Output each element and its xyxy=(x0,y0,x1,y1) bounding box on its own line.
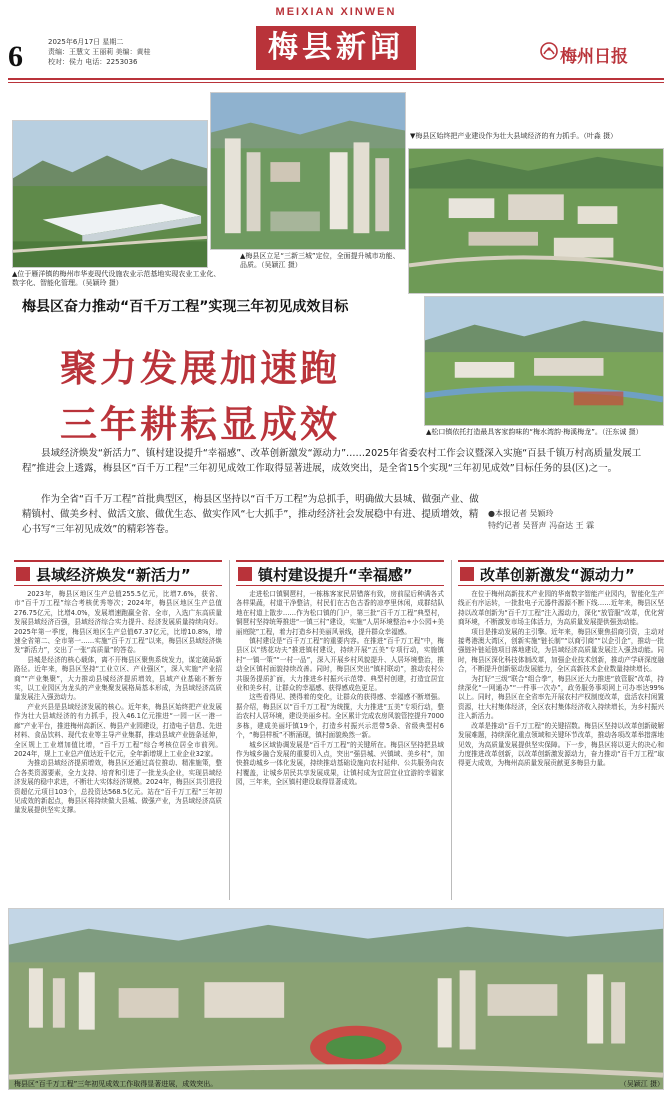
date-line: 2025年6月17日 星期二 xyxy=(48,38,124,46)
section-title: 梅县新闻 xyxy=(256,26,416,70)
paper-name: 梅州日报 xyxy=(560,47,628,67)
section-marker-icon xyxy=(460,567,474,581)
photo-village xyxy=(424,296,664,426)
photo-village-caption: ▲松口镇依托打造最具客家韵味的“梅水湾韵·梅溪梅龙”。（汪东诚 摄） xyxy=(426,428,643,436)
paragraph: 为推动县域经济提质增效，梅县区还通过高位推动、精准施策，整合各类资源要素，全力支持、培育和引进了一批龙头企业，实现县域经济发展的稳中求进，不断壮大实体经济规模。2024年，梅县区共引进投资超亿元项目103个，总投资达568.5亿元。站在“百千万工程”三年初见成效的新起点，梅县区将持续做大县城、做强产业，为县域经济高质量发展提供坚实支撑。 xyxy=(14,759,222,815)
paragraph: 城乡区域协调发展是“百千万工程”的关键所在。梅县区坚持把县域作为城乡融合发展的重要切入点，突出“强县城、兴镇域、美乡村”，加快推动城乡一体化发展，持续推动基础设施向农村延伸、公共服务向农村覆盖，让城乡居民共享发展成果，让镇村成为宜居宜业宜游的幸福家园，三年来，全区镇村建设取得显著成效。 xyxy=(236,740,444,787)
article-kicker: 梅县区奋力推动“百千万工程”实现三年初见成效目标 xyxy=(22,299,349,315)
paragraph: 为打好“三级”联合“组合拳”，梅县区还大力推进“放管服”改革，持续深化“一网通办”“一件事一次办”，政务服务事项网上可办率达99%以上。同时，梅县区在全省率先开展农村产权制度改革，盘活农村闲置资源，壮大村集体经济，全区农村集体经济收入持续增长，为乡村振兴注入新活力。 xyxy=(458,674,664,721)
paragraph: 在位于梅州高新技术产业园的华南数字智能产业园内，智能化生产线正有序运转，一批批电子元器件源源不断下线……近年来，梅县区坚持以改革创新为“百千万工程”注入源动力，深化“放管服”改革，优化营商环境，不断激发市场主体活力，为高质量发展提供强劲动能。 xyxy=(458,590,664,627)
section-body-town-village xyxy=(236,590,444,900)
column-divider xyxy=(451,560,452,900)
section-marker-icon xyxy=(16,567,30,581)
section-marker-icon xyxy=(238,567,252,581)
column-divider xyxy=(229,560,230,900)
paragraph: 镇村建设是“百千万工程”的重要内容。在推进“百千万工程”中，梅县区以“绣花功夫”推进镇村建设，持续开展“五美”专项行动，实施镇村“一镇一策”“一村一品”，深入开展乡村风貌提升、人居环境整治，推动全区镇村面貌持续改善。同时，梅县区突出“镇村联动”，推动农村公共服务提质扩面，大力推进乡村振兴示范带、典型村创建，打造宜居宜业和美乡村，让群众的幸福感、获得感成色更足。 xyxy=(236,637,444,693)
lead-paragraph-2: 作为全省“百千万工程”首批典型区，梅县区坚持以“百千万工程”为总抓手，明确做大县城、做强产业、做精镇村、做美乡村、做活文旅、做优生态、做实作风“七大抓手”，推动经济社会发展稳中有进、提质增效，精心书写“三年初见成效”的精彩答卷。 xyxy=(22,494,479,535)
paragraph: 项目是推动发展的主引擎。近年来，梅县区聚焦招商引资，主动对接粤港澳大湾区，创新实施“链长制”“以商引商”“以企引企”，推动一批强链补链延链项目落地建设，为县域经济高质量发展注入强劲动能。同时，梅县区深化科技体制改革，加强企业技术创新，推动产学研深度融合，不断提升创新驱动发展能力，全区高新技术企业数量持续增长。 xyxy=(458,627,664,674)
paragraph: 改革是推动“百千万工程”的关键招数。梅县区坚持以改革创新破解发展难题，持续深化重点领域和关键环节改革，推动各项改革举措落地见效，为高质量发展提供坚实保障。下一步，梅县区将以更大的决心和力度推进改革创新，以改革创新激发源动力，奋力推动“百千万工程”取得更大成效，为梅州高质量发展贡献更多梅县力量。 xyxy=(458,721,664,768)
panorama-credit: （吴颖江 摄） xyxy=(619,1080,664,1088)
photo-industry-caption: ▼梅县区始终把产业建设作为壮大县域经济的有力抓手。（叶淼 摄） xyxy=(410,132,618,140)
byline-correspondents: 特约记者 吴晋声 冯奋达 王 霖 xyxy=(488,521,595,530)
paragraph: 走进松口镇铜琶村，一栋栋客家民居错落有致，房前屋后种满各式各样果蔬，村道干净整洁，村民们在古色古香的凉亭里休闲，成群结队地在村道上散步……作为松口镇的门户，第三批“百千万工程”典型村，铜琶村坚持统筹推进“一镇三村”建设，实施“人居环境整治+小公园+美丽庭院”工程，着力打造乡村美丽风景线，提升群众幸福感。 xyxy=(236,590,444,636)
paragraph: 产业兴县是县域经济发展的核心。近年来，梅县区始终把产业发展作为壮大县域经济的有力抓手，投入46.1亿元推进“一园一区一港一廊”产业平台，推进梅州高新区、梅县产业园建设，打造电子信息、先进材料、食品饮料、现代农业等主导产业集群，推动县域产业链条延伸，全区规上工业增加值比增，“百千万工程”综合考核位居全市前列。2024年，规上工业总产值达近千亿元，全年新增规上工业企业32家。 xyxy=(14,702,222,758)
brand-english: MEIXIAN XINWEN xyxy=(275,6,397,18)
section-body-reform xyxy=(458,590,664,900)
masthead-rule-thin xyxy=(8,82,664,83)
editors-line: 责编：王慧文 王丽莉 美编：黄桂 xyxy=(48,48,151,56)
photo-panorama xyxy=(8,908,664,1090)
section-head-county-economy xyxy=(14,560,222,586)
section-title-county-economy: 县域经济焕发“新活力” xyxy=(36,566,191,584)
proof-line: 校对：侯力 电话：2253036 xyxy=(48,58,138,66)
section-body-county-economy xyxy=(14,590,222,900)
photo-greenhouse xyxy=(12,120,208,268)
lead-paragraph-1: 县域经济焕发“新活力”、镇村建设提升“幸福感”、改革创新激发“源动力”……2025年省委农村工作会议暨深入实施“百县千镇万村高质量发展工程”推进会上透露，梅县区“百千万工程”三年初见成效工作取得显著进展，成效突出，是全省15个实现“三年初见成效”目标任务的县(区)之一。 xyxy=(22,448,642,474)
photo-greenhouse-caption: ▲位于雁洋镇的梅州市华麦现代设施农业示范基地实现农业工业化、数字化、智能化管理。（吴颖玲 摄） xyxy=(12,270,221,287)
section-title-town-village: 镇村建设提升“幸福感” xyxy=(258,566,413,584)
paper-logo-icon xyxy=(540,42,558,60)
headline-line-2: 三年耕耘显成效 xyxy=(60,402,340,446)
byline-reporter: ●本报记者 吴颖玲 xyxy=(488,509,554,518)
byline xyxy=(488,508,594,532)
photo-city xyxy=(210,92,406,250)
paragraph: 这些看得见、摸得着的变化，让群众的获得感、幸福感不断增强。据介绍，梅县区以“百千万工程”为统揽，大力推进“五美”专项行动，整治农村人居环境，建设美丽乡村。全区累计完成农房风貌管控提升7000多栋，建成美丽圩镇19个，打造乡村振兴示范带5条、省级典型村6个，“梅县样板”不断涌现，镇村面貌焕然一新。 xyxy=(236,693,444,740)
section-head-town-village xyxy=(236,560,444,586)
section-title-reform: 改革创新激发“源动力” xyxy=(480,566,635,584)
page-number: 6 xyxy=(8,40,23,73)
paragraph: 县城是经济的核心载体，离不开梅县区聚焦系统发力，谋定破局新路径。近年来，梅县区坚持“工业立区、产业强区”，深入实施“产业招商”“产业集聚”，大力推动县城经济提质增效，县域产业基础不断夯实，以工业园区为龙头的产业集聚发展格局基本形成，为县域经济高质量发展注入强劲动力。 xyxy=(14,655,222,702)
section-head-reform xyxy=(458,560,664,586)
panorama-caption: 梅县区“百千万工程”三年初见成效工作取得显著进展，成效突出。 xyxy=(14,1080,218,1088)
paragraph: 2023年，梅县区地区生产总值255.5亿元，比增7.6%，获省、市“百千万工程”综合考核优秀等次；2024年，梅县区地区生产总值276.75亿元，比增4.0%，发展增速跑赢全省、全市，入选广东高质量发展县域经济百强，县域经济综合实力提升、经济发展质量持续向好。2025年第一季度，梅县区地区生产总值67.37亿元，比增10.8%，增速全省第二、全市第一……实施“百千万工程”以来，梅县区县域经济焕发“新活力”，交出了一张“高质量”的答卷。 xyxy=(14,590,222,655)
photo-industry xyxy=(408,148,664,294)
masthead-rule xyxy=(8,78,664,80)
headline-line-1: 聚力发展加速跑 xyxy=(60,346,340,390)
photo-city-caption: ▲梅县区立足“三新三城”定位，全面提升城市功能、品质。（吴颖江 摄） xyxy=(240,252,400,269)
